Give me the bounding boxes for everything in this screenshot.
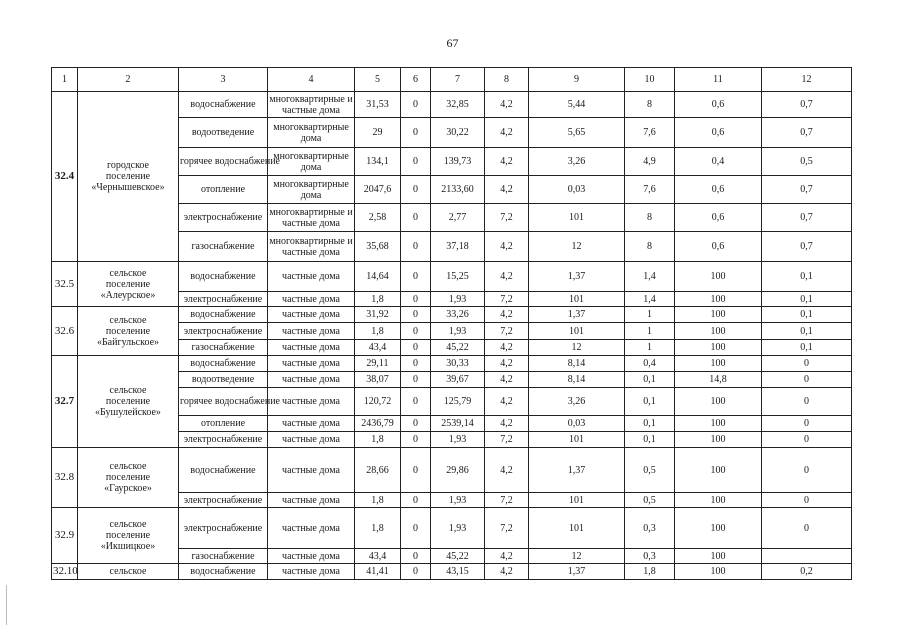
data-cell: 2,77: [431, 204, 485, 232]
data-cell: 5,44: [529, 92, 625, 118]
service-type-cell: водоснабжение: [179, 564, 268, 580]
service-type-cell: водоотведение: [179, 372, 268, 388]
header-row: [52, 68, 852, 92]
data-cell: 0,6: [675, 232, 762, 262]
data-cell: 0,5: [625, 493, 675, 508]
data-cell: 0: [762, 508, 852, 549]
data-cell: 41,41: [355, 564, 401, 580]
data-cell: 0,1: [762, 307, 852, 323]
settlement-name: [78, 92, 179, 262]
data-cell: 32,85: [431, 92, 485, 118]
data-cell: 0: [762, 356, 852, 372]
table-row: [52, 508, 852, 549]
housing-type-cell: частные дома: [268, 493, 355, 508]
settlement-name-line: поселение: [105, 325, 151, 337]
data-cell: 37,18: [431, 232, 485, 262]
column-header: 6: [401, 68, 431, 92]
data-cell: 100: [675, 307, 762, 323]
data-cell: 0,2: [762, 564, 852, 580]
data-cell: 3,26: [529, 148, 625, 176]
data-cell: 0,1: [625, 432, 675, 448]
data-cell: 1,37: [529, 262, 625, 292]
settlement-name-line: поселение: [105, 171, 151, 182]
data-cell: 7,2: [485, 432, 529, 448]
settlement-name-line: «Чернышевское»: [91, 182, 165, 193]
column-header: 3: [179, 68, 268, 92]
service-type-cell: водоснабжение: [179, 356, 268, 372]
data-cell: 4,2: [485, 176, 529, 204]
column-header: 9: [529, 68, 625, 92]
data-cell: 28,66: [355, 448, 401, 493]
data-cell: 3,26: [529, 388, 625, 416]
data-cell: 12: [529, 549, 625, 564]
group-number: 32.4: [52, 92, 78, 262]
service-type-cell: горячее водоснабжение: [179, 148, 268, 176]
data-cell: 0,6: [675, 204, 762, 232]
data-cell: 0: [401, 493, 431, 508]
data-cell: 0,03: [529, 176, 625, 204]
settlement-name-line: сельское: [109, 314, 147, 326]
table-row: [52, 262, 852, 292]
service-type-cell: горячее водоснабжение: [179, 388, 268, 416]
data-cell: 0,1: [625, 416, 675, 432]
housing-type-cell: многоквартирные дома: [268, 118, 355, 148]
service-type-cell: электроснабжение: [179, 508, 268, 549]
table-body: [52, 68, 852, 580]
scan-margin-mark: [6, 585, 7, 625]
data-cell: 0: [762, 388, 852, 416]
data-cell: 2,58: [355, 204, 401, 232]
data-cell: 100: [675, 564, 762, 580]
data-cell: 100: [675, 493, 762, 508]
settlement-name-line: сельское: [109, 385, 147, 396]
data-cell: 4,2: [485, 340, 529, 356]
column-header: 5: [355, 68, 401, 92]
housing-type-cell: частные дома: [268, 340, 355, 356]
group-number: 32.5: [52, 262, 78, 307]
data-cell: 31,53: [355, 92, 401, 118]
data-cell: 0,1: [625, 372, 675, 388]
data-cell: 1,93: [431, 323, 485, 340]
data-cell: 1,8: [355, 493, 401, 508]
data-cell: 0: [401, 564, 431, 580]
data-cell: 0: [401, 448, 431, 493]
data-cell: 100: [675, 388, 762, 416]
housing-type-cell: частные дома: [268, 372, 355, 388]
data-cell: 1: [625, 340, 675, 356]
data-cell: 5,65: [529, 118, 625, 148]
data-cell: 101: [529, 508, 625, 549]
service-type-cell: газоснабжение: [179, 232, 268, 262]
data-cell: 8: [625, 232, 675, 262]
data-cell: 4,2: [485, 232, 529, 262]
table-row: [52, 356, 852, 372]
data-cell: 4,2: [485, 448, 529, 493]
data-cell: 8: [625, 204, 675, 232]
data-cell: 7,2: [485, 292, 529, 307]
data-cell: 0,6: [675, 118, 762, 148]
data-cell: 31,92: [355, 307, 401, 323]
data-cell: 33,26: [431, 307, 485, 323]
data-cell: 8: [625, 92, 675, 118]
data-cell: 4,2: [485, 372, 529, 388]
data-cell: 4,2: [485, 564, 529, 580]
service-type-cell: газоснабжение: [179, 549, 268, 564]
data-cell: 1,8: [355, 508, 401, 549]
data-cell: 0: [762, 448, 852, 493]
service-type-cell: газоснабжение: [179, 340, 268, 356]
service-type-cell: электроснабжение: [179, 292, 268, 307]
data-cell: 0: [401, 388, 431, 416]
data-cell: 0,1: [762, 323, 852, 340]
housing-type-cell: частные дома: [268, 416, 355, 432]
data-cell: 101: [529, 493, 625, 508]
settlement-name-line: поселение: [105, 278, 151, 290]
column-header: 2: [78, 68, 179, 92]
column-header: 11: [675, 68, 762, 92]
housing-type-cell: частные дома: [268, 564, 355, 580]
data-cell: 1,4: [625, 262, 675, 292]
data-cell: 0: [401, 340, 431, 356]
settlement-name: [78, 448, 179, 508]
data-cell: 43,15: [431, 564, 485, 580]
data-cell: 0,7: [762, 118, 852, 148]
data-cell: 29,86: [431, 448, 485, 493]
service-type-cell: электроснабжение: [179, 204, 268, 232]
group-number: 32.7: [52, 356, 78, 448]
column-header: 1: [52, 68, 78, 92]
housing-type-cell: частные дома: [268, 262, 355, 292]
service-type-cell: водоснабжение: [179, 92, 268, 118]
data-cell: 30,33: [431, 356, 485, 372]
service-type-cell: отопление: [179, 176, 268, 204]
housing-type-cell: частные дома: [268, 356, 355, 372]
data-cell: 4,2: [485, 388, 529, 416]
settlement-name-line: сельское: [109, 461, 147, 472]
settlement-name: [78, 356, 179, 448]
data-cell: 100: [675, 292, 762, 307]
data-cell: 1,8: [625, 564, 675, 580]
housing-type-cell: многоквартирные и частные дома: [268, 232, 355, 262]
data-cell: 12: [529, 232, 625, 262]
data-cell: 0,1: [762, 262, 852, 292]
housing-type-cell: частные дома: [268, 549, 355, 564]
data-cell: 0,1: [762, 340, 852, 356]
data-cell: 0: [401, 232, 431, 262]
settlement-name-line: городское: [106, 160, 149, 171]
data-cell: 100: [675, 448, 762, 493]
data-cell: 120,72: [355, 388, 401, 416]
data-cell: 0: [401, 118, 431, 148]
data-cell: 0: [401, 92, 431, 118]
table-row: [52, 564, 852, 580]
data-cell: 0,7: [762, 232, 852, 262]
data-cell: 0: [401, 549, 431, 564]
data-cell: 0,3: [625, 508, 675, 549]
data-cell: 2133,60: [431, 176, 485, 204]
data-cell: 0: [762, 432, 852, 448]
table-row: [52, 448, 852, 493]
data-cell: 2436,79: [355, 416, 401, 432]
table-row: [52, 307, 852, 323]
data-cell: 0: [401, 292, 431, 307]
data-cell: 1: [625, 307, 675, 323]
data-cell: 0: [401, 372, 431, 388]
data-cell: 101: [529, 292, 625, 307]
data-cell: 101: [529, 323, 625, 340]
data-cell: 0,7: [762, 204, 852, 232]
column-header: 10: [625, 68, 675, 92]
data-cell: 45,22: [431, 549, 485, 564]
column-header: 4: [268, 68, 355, 92]
data-cell: 4,2: [485, 148, 529, 176]
data-cell: 43,4: [355, 340, 401, 356]
service-type-cell: водоснабжение: [179, 448, 268, 493]
data-cell: 30,22: [431, 118, 485, 148]
data-cell: 0,4: [625, 356, 675, 372]
data-cell: 2047,6: [355, 176, 401, 204]
data-cell: 0: [401, 432, 431, 448]
data-cell: 8,14: [529, 356, 625, 372]
settlement-name: [78, 262, 179, 307]
service-type-cell: электроснабжение: [179, 323, 268, 340]
data-cell: 0: [401, 307, 431, 323]
housing-type-cell: многоквартирные и частные дома: [269, 93, 353, 116]
data-cell: 0: [401, 176, 431, 204]
data-cell: 4,2: [485, 549, 529, 564]
settlement-name: [78, 564, 179, 580]
data-cell: 14,8: [675, 372, 762, 388]
settlement-name-line: «Бушулейское»: [95, 407, 161, 418]
data-cell: 0: [401, 148, 431, 176]
data-cell: 35,68: [355, 232, 401, 262]
data-cell: 100: [675, 549, 762, 564]
data-cell: 101: [529, 432, 625, 448]
data-cell: 8,14: [529, 372, 625, 388]
settlement-name-line: «Алеурское»: [100, 289, 156, 301]
housing-type-cell: многоквартирные и частные дома: [268, 204, 355, 232]
data-cell: 7,6: [625, 118, 675, 148]
data-cell: 0: [762, 493, 852, 508]
service-type-cell: электроснабжение: [179, 493, 268, 508]
data-cell: 0,3: [625, 549, 675, 564]
column-header: 12: [762, 68, 852, 92]
table-row: [52, 92, 852, 118]
service-type-cell: водоснабжение: [179, 307, 268, 323]
group-number: 32.8: [52, 448, 78, 508]
data-cell: 101: [529, 204, 625, 232]
data-cell: 0: [401, 356, 431, 372]
data-cell: 0,1: [762, 292, 852, 307]
data-cell: 0: [762, 372, 852, 388]
settlement-name-line: поселение: [105, 472, 151, 483]
housing-type-cell: частные дома: [268, 432, 355, 448]
data-cell: 2539,14: [431, 416, 485, 432]
settlement-name-line: сельское: [109, 519, 147, 530]
data-cell: 1,93: [431, 493, 485, 508]
data-cell: 0: [762, 416, 852, 432]
data-cell: 1,93: [431, 508, 485, 549]
data-cell: 4,9: [625, 148, 675, 176]
data-cell: 14,64: [355, 262, 401, 292]
data-cell: 0,1: [625, 388, 675, 416]
data-cell: 0,03: [529, 416, 625, 432]
service-type-cell: отопление: [179, 416, 268, 432]
data-cell: 139,73: [431, 148, 485, 176]
data-cell: 1: [625, 323, 675, 340]
data-cell: 4,2: [485, 416, 529, 432]
settlement-name: [78, 307, 179, 356]
data-cell: 0: [401, 416, 431, 432]
settlement-name-line: поселение: [105, 530, 151, 541]
settlement-name-line: «Икшицкое»: [100, 541, 156, 552]
data-cell: 4,2: [485, 92, 529, 118]
housing-type-cell: частные дома: [268, 292, 355, 307]
tariff-table: [51, 67, 852, 580]
data-cell: 1,93: [431, 432, 485, 448]
service-type-cell: водоотведение: [179, 118, 268, 148]
data-cell: 1,93: [431, 292, 485, 307]
data-cell: 4,2: [485, 262, 529, 292]
data-cell: 0: [401, 262, 431, 292]
data-cell: 7,2: [485, 204, 529, 232]
data-cell: 0: [401, 508, 431, 549]
data-cell: 100: [675, 340, 762, 356]
data-cell: 0,6: [675, 92, 762, 118]
settlement-name-line: сельское: [109, 267, 147, 279]
service-type-cell: водоснабжение: [179, 262, 268, 292]
column-header: 7: [431, 68, 485, 92]
data-cell: 0,7: [762, 92, 852, 118]
data-cell: 29,11: [355, 356, 401, 372]
data-cell: 1,4: [625, 292, 675, 307]
data-cell: 0,7: [762, 176, 852, 204]
column-header: 8: [485, 68, 529, 92]
settlement-name-line: поселение: [105, 396, 151, 407]
data-cell: 100: [675, 508, 762, 549]
data-cell: 0,5: [625, 448, 675, 493]
housing-type-cell: частные дома: [268, 448, 355, 493]
data-cell: 38,07: [355, 372, 401, 388]
data-cell: 1,37: [529, 564, 625, 580]
housing-type-cell: многоквартирные дома: [268, 176, 355, 204]
data-cell: 43,4: [355, 549, 401, 564]
housing-type-cell: частные дома: [268, 323, 355, 340]
data-cell: 100: [675, 356, 762, 372]
settlement-name-line: сельское: [109, 566, 147, 577]
data-cell: 0,6: [675, 176, 762, 204]
data-cell: 1,37: [529, 448, 625, 493]
housing-type-cell: частные дома: [268, 388, 355, 416]
data-cell: 7,6: [625, 176, 675, 204]
data-cell: 134,1: [355, 148, 401, 176]
housing-type-cell: частные дома: [268, 508, 355, 549]
data-cell: 1,8: [355, 292, 401, 307]
group-number: 32.9: [52, 508, 78, 564]
data-cell: 4,2: [485, 307, 529, 323]
housing-type-cell: частные дома: [268, 307, 355, 323]
data-cell: 100: [675, 416, 762, 432]
data-cell: 100: [675, 432, 762, 448]
data-cell: 7,2: [485, 323, 529, 340]
settlement-name-line: «Байгульское»: [96, 336, 160, 348]
data-cell: 7,2: [485, 508, 529, 549]
service-type-cell: электроснабжение: [179, 432, 268, 448]
data-cell: 39,67: [431, 372, 485, 388]
data-cell: [762, 549, 852, 564]
data-cell: 0,5: [762, 148, 852, 176]
data-cell: 0,4: [675, 148, 762, 176]
data-cell: 12: [529, 340, 625, 356]
data-cell: 7,2: [485, 493, 529, 508]
group-number: 32.10: [52, 564, 78, 580]
data-cell: 0: [401, 323, 431, 340]
data-cell: 4,2: [485, 118, 529, 148]
data-cell: 0: [401, 204, 431, 232]
data-cell: 29: [355, 118, 401, 148]
data-cell: 1,8: [355, 323, 401, 340]
data-cell: 15,25: [431, 262, 485, 292]
group-number: 32.6: [52, 307, 78, 356]
data-cell: 1,8: [355, 432, 401, 448]
settlement-name: [78, 508, 179, 564]
settlement-name-line: «Гаурское»: [104, 483, 152, 494]
housing-type-cell: многоквартирные дома: [268, 148, 355, 176]
data-cell: 4,2: [485, 356, 529, 372]
data-cell: 125,79: [431, 388, 485, 416]
data-cell: 1,37: [529, 307, 625, 323]
data-cell: 45,22: [431, 340, 485, 356]
data-cell: 100: [675, 323, 762, 340]
data-cell: 100: [675, 262, 762, 292]
page-number: 67: [446, 36, 459, 50]
